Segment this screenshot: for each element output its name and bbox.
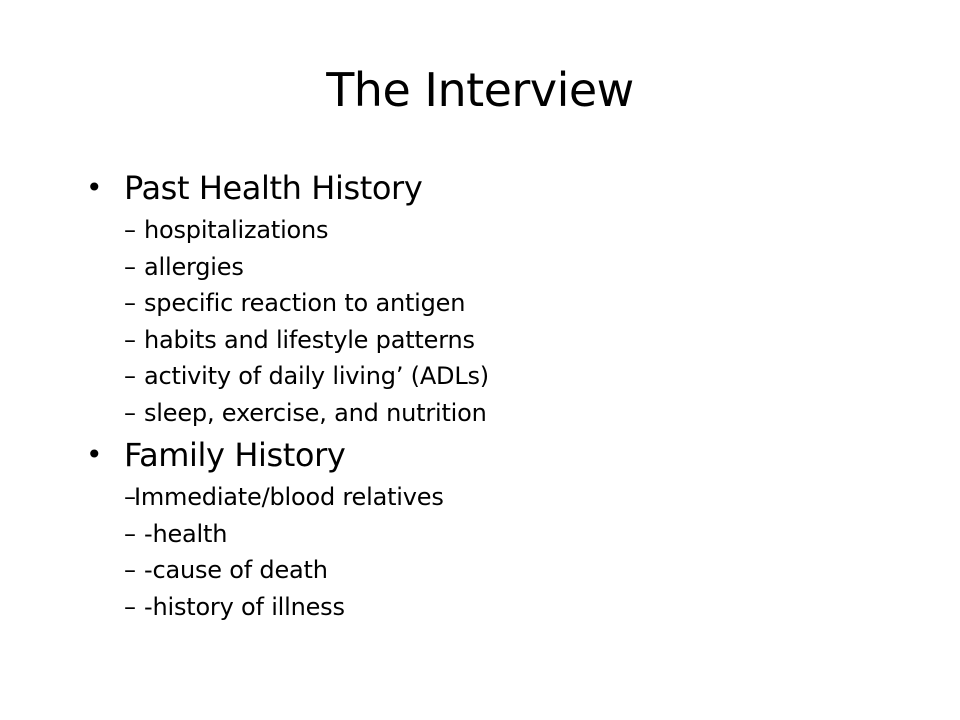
dash-icon: – (124, 252, 136, 281)
slide-content (86, 164, 906, 625)
sub-item (86, 285, 906, 322)
slide-title: The Interview (326, 63, 634, 117)
sub-item-text: -cause of death (144, 556, 328, 584)
sub-item-text: habits and lifestyle patterns (144, 325, 475, 354)
sub-item-text: allergies (144, 252, 244, 281)
sub-list (86, 479, 906, 625)
sub-item-text: activity of daily living’ (ADLs) (144, 362, 489, 390)
sub-item (86, 358, 906, 395)
bullet-point (86, 164, 906, 212)
sub-item (86, 589, 906, 626)
sub-list (86, 212, 906, 431)
bullet-icon: • (86, 171, 103, 204)
bullet-point (86, 431, 906, 479)
dash-icon: – (124, 556, 136, 584)
sub-item-text: sleep, exercise, and nutrition (144, 398, 487, 427)
sub-item (86, 516, 906, 553)
sub-item-text: specific reaction to antigen (144, 289, 466, 317)
sub-item-text: hospitalizations (144, 216, 329, 244)
dash-icon: – (124, 519, 136, 548)
sub-item-text: -health (144, 519, 228, 548)
sub-item-text: Immediate/blood relatives (134, 483, 444, 511)
section-past-health-history (86, 164, 906, 431)
dash-icon: – (124, 483, 136, 511)
sub-item (86, 322, 906, 359)
section-heading: Family History (124, 436, 346, 474)
sub-item (86, 552, 906, 589)
sub-item (86, 249, 906, 286)
dash-icon: – (124, 325, 136, 354)
sub-item (86, 395, 906, 432)
sub-item (86, 479, 906, 516)
dash-icon: – (124, 592, 136, 621)
section-family-history (86, 431, 906, 625)
bullet-icon: • (86, 438, 103, 471)
section-heading: Past Health History (124, 169, 423, 207)
dash-icon: – (124, 289, 136, 317)
dash-icon: – (124, 398, 136, 427)
sub-item (86, 212, 906, 249)
sub-item-text: -history of illness (144, 592, 345, 621)
dash-icon: – (124, 362, 136, 390)
dash-icon: – (124, 216, 136, 244)
